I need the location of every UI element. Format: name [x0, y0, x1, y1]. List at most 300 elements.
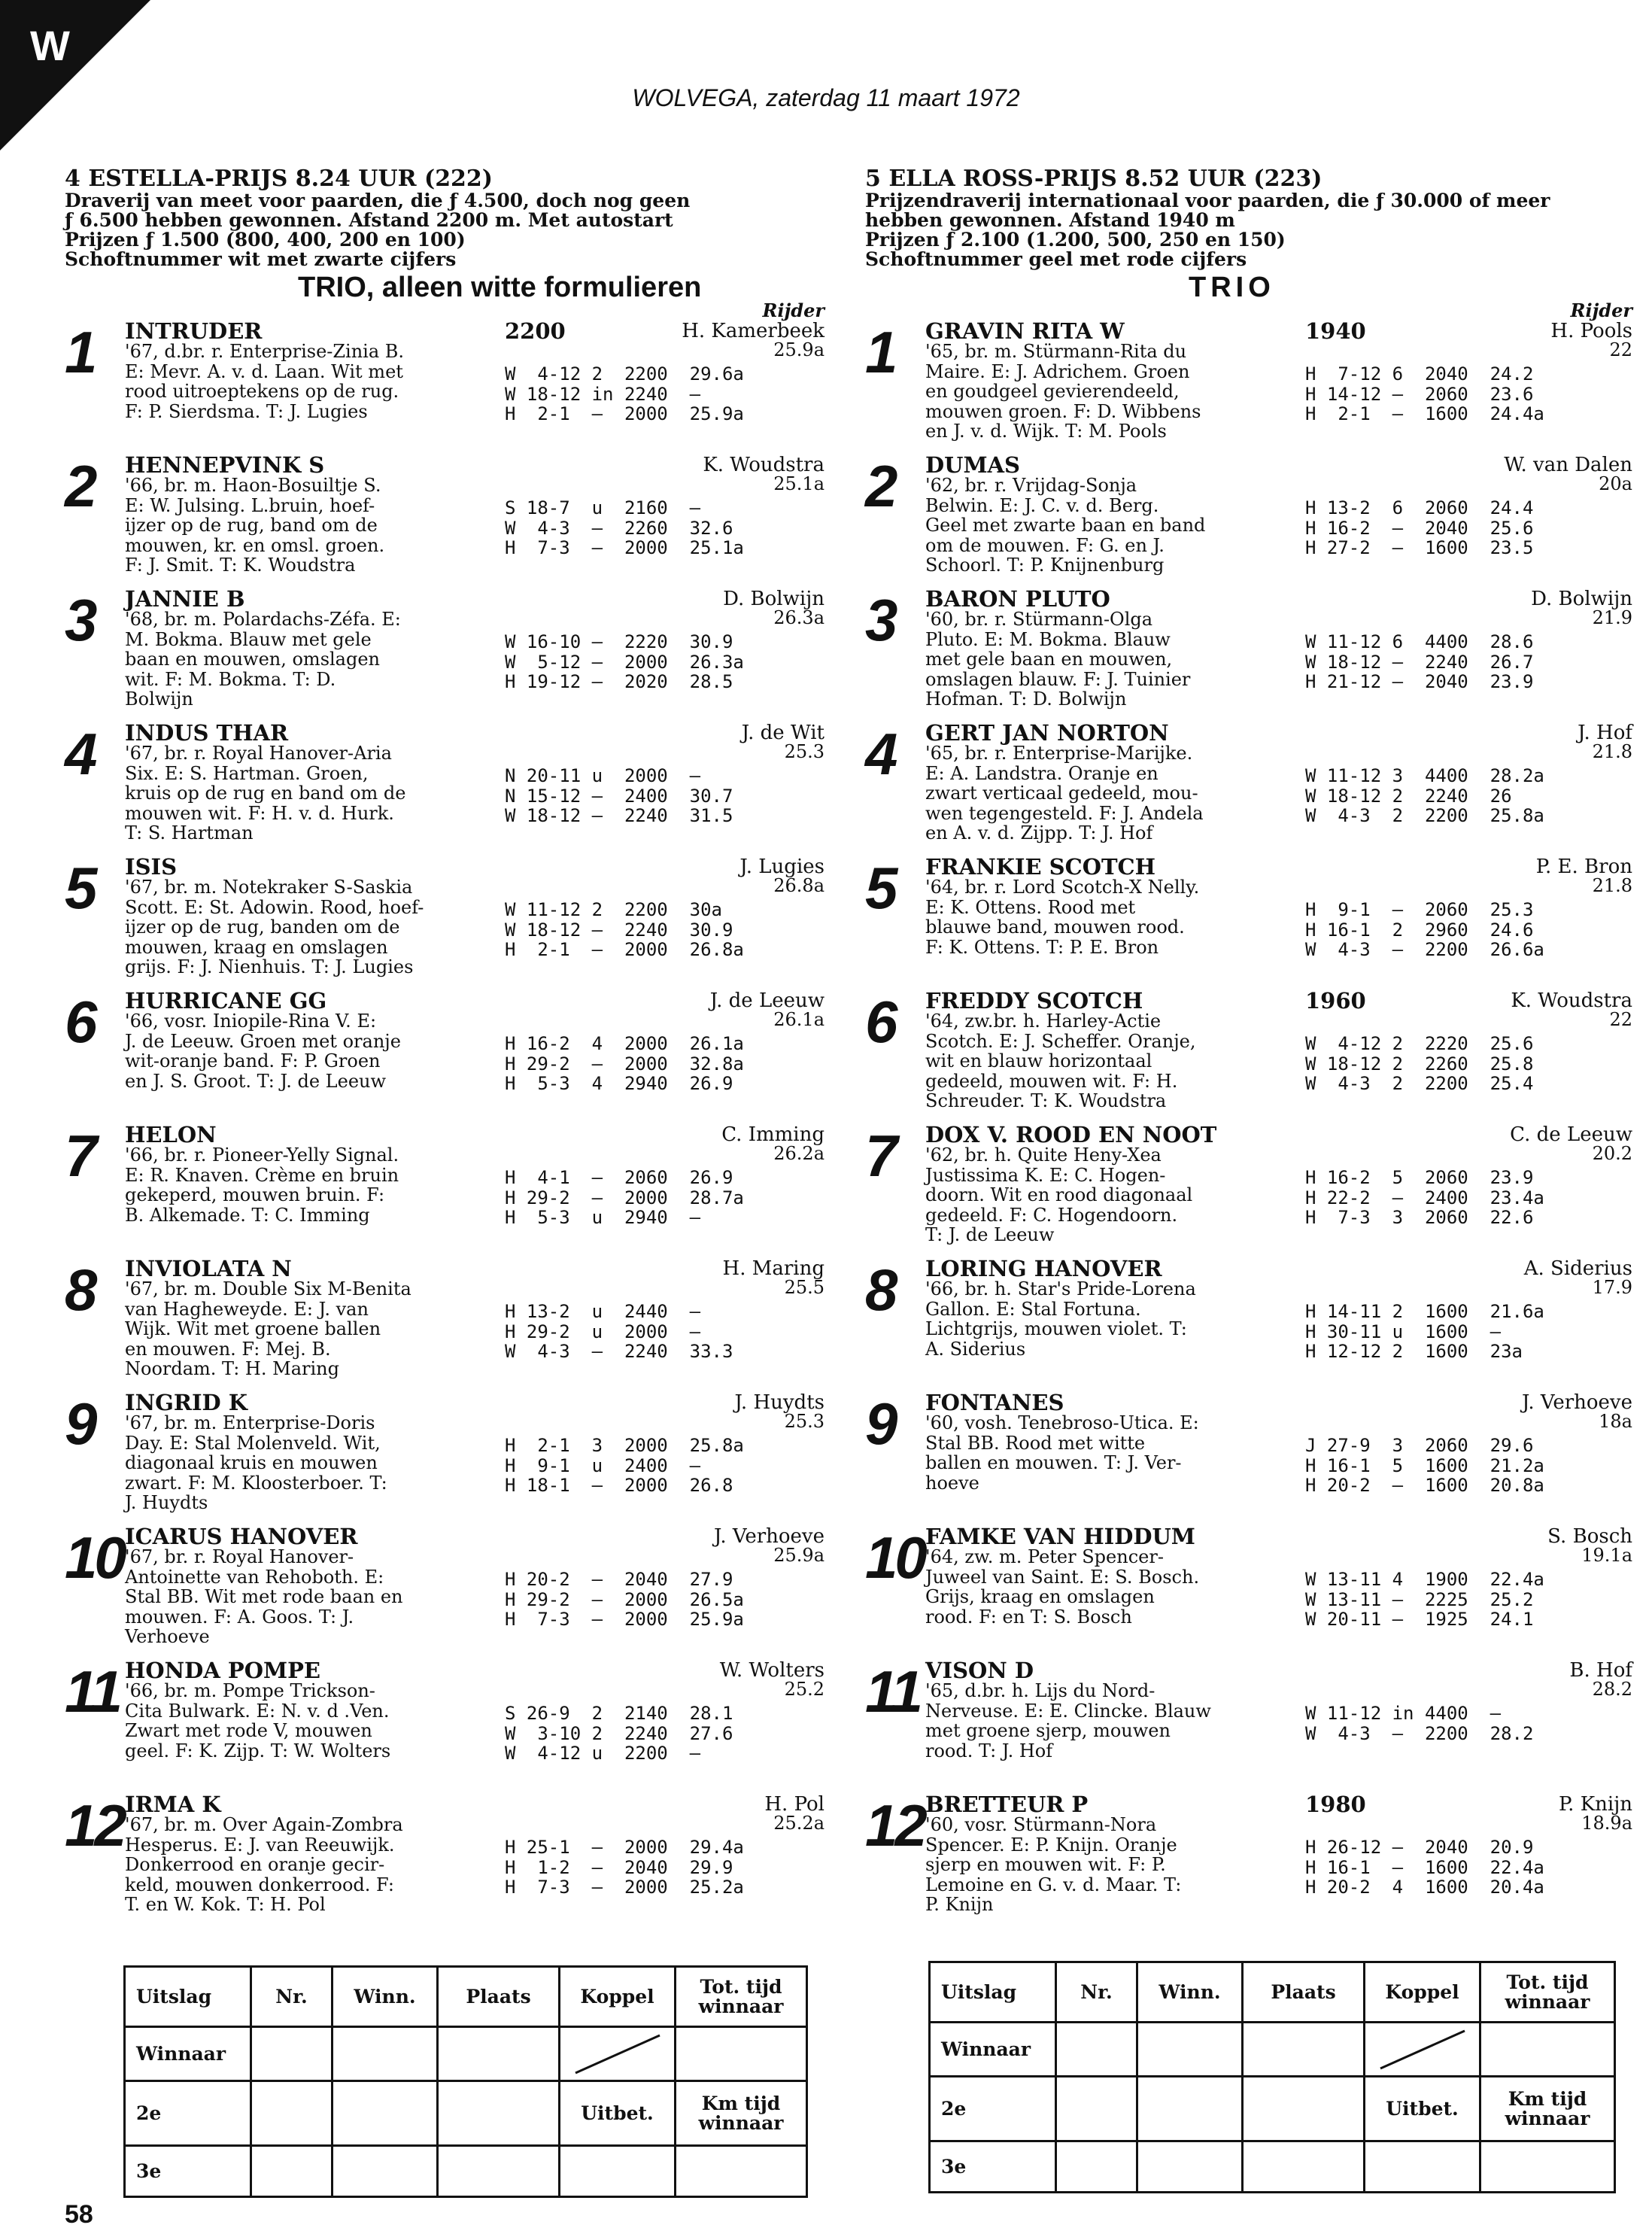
recent-results: [505, 1302, 733, 1362]
result-line: H 2-1 — 2000 25.9a: [505, 403, 744, 424]
result-line: W 18-12 — 2240 31.5: [505, 805, 733, 826]
result-line: W 4-12 2 2200 29.6a: [505, 363, 744, 384]
description-line: Belwin. E: J. C. v. d. Berg.: [925, 494, 1159, 516]
result-line: W 18-12 in 2240 —: [505, 383, 701, 405]
description-line: mouwen. F: A. Goos. T: J.: [125, 1606, 354, 1628]
recent-results: [505, 632, 744, 692]
horse-entry: [65, 721, 824, 855]
form-cell[interactable]: [438, 2027, 560, 2081]
horse-entry: [865, 1257, 1632, 1391]
result-line: H 16-1 — 1600 22.4a: [1305, 1856, 1544, 1878]
driver-name: H. Maring: [722, 1257, 824, 1280]
horse-name: VISON D: [925, 1658, 1034, 1683]
horse-name: INTRUDER: [125, 318, 263, 344]
result-line: H 7-3 — 2000 25.9a: [505, 1609, 744, 1630]
record-time: 22: [1609, 339, 1632, 360]
driver-name: J. Verhoeve: [1522, 1391, 1632, 1414]
description-line: T: J. de Leeuw: [925, 1224, 1055, 1245]
form-cell[interactable]: [1056, 2141, 1137, 2193]
description-line: Zwart met rode V, mouwen: [125, 1720, 372, 1741]
horse-entry: [65, 1123, 824, 1257]
description-line: en J. S. Groot. T: J. de Leeuw: [125, 1070, 387, 1092]
horse-name: BARON PLUTO: [925, 586, 1110, 612]
description-line: sjerp en mouwen wit. F: P.: [925, 1854, 1166, 1875]
winnaar-row-label: Winnaar: [125, 2027, 251, 2081]
description-line: wit-oranje band. F: P. Groen: [125, 1050, 381, 1071]
form-cell[interactable]: [1243, 2141, 1365, 2193]
horse-name: IRMA K: [125, 1792, 221, 1817]
result-form-right: [928, 1961, 1616, 2193]
form-cell[interactable]: [676, 2027, 807, 2081]
horse-entry: [865, 989, 1632, 1123]
description-line: mouwen wit. F: H. v. d. Hurk.: [125, 802, 394, 824]
result-line: S 18-7 u 2160 —: [505, 497, 701, 518]
description-line: '64, zw. m. Peter Spencer-: [925, 1546, 1164, 1567]
form-cell[interactable]: [676, 2146, 807, 2197]
result-line: H 1-2 — 2040 29.9: [505, 1856, 733, 1878]
result-line: W 11-12 2 2200 30a: [505, 899, 722, 920]
result-line: W 16-10 — 2220 30.9: [505, 631, 733, 652]
record-time: 18.9a: [1581, 1813, 1632, 1834]
horse-entry: [65, 1524, 824, 1658]
horse-entry: [65, 1257, 824, 1391]
horse-entry: [65, 453, 824, 587]
second-row-label: 2e: [930, 2077, 1056, 2141]
driver-name: A. Siderius: [1523, 1257, 1632, 1280]
form-cell[interactable]: [251, 2081, 333, 2146]
driver-name: J. Lugies: [739, 856, 824, 878]
description-line: F: K. Ottens. T: P. E. Bron: [925, 936, 1159, 958]
description-line: rood uitroeptekens op de rug.: [125, 381, 399, 402]
trio-heading: TRIO: [1189, 272, 1275, 303]
description-line: omslagen blauw. F: J. Tuinier: [925, 668, 1191, 690]
form-cell[interactable]: [560, 2146, 676, 2197]
form-cell[interactable]: [438, 2081, 560, 2146]
race-prize-line: Prijzen ƒ 2.100 (1.200, 500, 250 en 150): [865, 229, 1286, 251]
description-line: Schreuder. T: K. Woudstra: [925, 1090, 1167, 1111]
description-line: '67, d.br. r. Enterprise-Zinia B.: [125, 341, 405, 362]
start-number: 7: [865, 1123, 895, 1189]
start-number: 5: [865, 855, 895, 921]
horse-name: ISIS: [125, 854, 178, 880]
description-line: en goudgeel gevierendeeld,: [925, 381, 1180, 402]
description-line: rood. F: en T: S. Bosch: [925, 1606, 1132, 1628]
race-prize-line: Prijzen ƒ 1.500 (800, 400, 200 en 100): [65, 229, 466, 251]
description-line: rood. T: J. Hof: [925, 1740, 1053, 1761]
start-number: 1: [65, 319, 95, 385]
driver-name: C. Imming: [721, 1123, 824, 1146]
record-time: 25.2a: [773, 1813, 824, 1834]
form-cell[interactable]: [1137, 2141, 1243, 2193]
record-time: 26.2a: [773, 1143, 824, 1164]
horse-entry: [865, 1792, 1632, 1926]
start-number: 1: [865, 319, 895, 385]
uitbet-label: Uitbet.: [560, 2081, 676, 2146]
uitslag-header: Uitslag: [125, 1967, 251, 2027]
description-line: '60, br. r. Stürmann-Olga: [925, 609, 1153, 630]
description-line: Justissima K. E: C. Hogen-: [925, 1164, 1166, 1186]
description-line: E: R. Knaven. Crème en bruin: [125, 1164, 399, 1186]
form-cell[interactable]: [251, 2146, 333, 2197]
horse-description: [925, 1145, 1316, 1245]
form-cell[interactable]: [1056, 2023, 1137, 2077]
recent-results: [505, 1704, 733, 1764]
record-time: 26.3a: [773, 607, 824, 628]
driver-name: W. Wolters: [719, 1659, 824, 1682]
description-line: gekeperd, mouwen bruin. F:: [125, 1184, 385, 1205]
form-cell[interactable]: [251, 2027, 333, 2081]
result-line: W 4-3 — 2200 28.2: [1305, 1722, 1534, 1744]
description-line: E: K. Ottens. Rood met: [925, 896, 1136, 918]
recent-results: [505, 364, 744, 424]
description-line: '67, br. m. Notekraker S-Saskia: [125, 877, 413, 898]
description-line: '66, vosr. Iniopile-Rina V. E:: [125, 1011, 377, 1032]
result-line: H 16-2 5 2060 23.9: [1305, 1167, 1534, 1188]
description-line: ijzer op de rug, banden om de: [125, 916, 400, 938]
horse-name: FRANKIE SCOTCH: [925, 854, 1156, 880]
description-line: '64, br. r. Lord Scotch-X Nelly.: [925, 877, 1200, 898]
start-number: 4: [65, 721, 95, 787]
result-line: H 19-12 — 2020 28.5: [505, 671, 733, 692]
recent-results: [505, 1436, 744, 1496]
description-line: '65, br. m. Stürmann-Rita du: [925, 341, 1187, 362]
horse-name: FAMKE VAN HIDDUM: [925, 1524, 1195, 1549]
result-line: W 13-11 — 2225 25.2: [1305, 1588, 1534, 1610]
description-line: Spencer. E: P. Knijn. Oranje: [925, 1834, 1177, 1856]
start-distance: 2200: [505, 318, 566, 344]
description-line: Juweel van Saint. E: S. Bosch.: [925, 1566, 1200, 1588]
result-line: H 16-1 2 2960 24.6: [1305, 919, 1534, 941]
result-line: W 18-12 — 2240 26.7: [1305, 651, 1534, 673]
start-number: 8: [865, 1257, 895, 1323]
horse-name: HURRICANE GG: [125, 988, 327, 1014]
start-number: 11: [65, 1658, 120, 1725]
uitslag-header: Uitslag: [930, 1962, 1056, 2023]
horse-description: [925, 1815, 1316, 1915]
start-number: 10: [65, 1524, 124, 1591]
description-line: '66, br. m. Pompe Trickson-: [125, 1680, 375, 1701]
horse-description: [925, 743, 1316, 843]
result-line: W 3-10 2 2240 27.6: [505, 1722, 733, 1744]
driver-name: W. van Dalen: [1504, 454, 1632, 476]
description-line: en A. v. d. Zijpp. T: J. Hof: [925, 822, 1153, 843]
start-number: 3: [865, 587, 895, 653]
form-cell[interactable]: [1243, 2077, 1365, 2141]
recent-results: [1305, 1302, 1544, 1362]
start-distance: 1940: [1305, 318, 1366, 344]
start-number: 9: [65, 1391, 95, 1457]
record-time: 21.8: [1592, 741, 1632, 762]
horse-description: [125, 877, 516, 977]
winn-header: Winn.: [1137, 1962, 1243, 2023]
start-number: 11: [865, 1658, 920, 1725]
race-number-line: Schoftnummer wit met zwarte cijfers: [65, 248, 457, 270]
form-cell[interactable]: [333, 2081, 438, 2146]
result-line: W 11-12 3 4400 28.2a: [1305, 765, 1544, 786]
record-time: 18a: [1599, 1411, 1632, 1432]
form-cell[interactable]: [438, 2146, 560, 2197]
horse-entry: [65, 1658, 824, 1792]
description-line: en J. v. d. Wijk. T: M. Pools: [925, 421, 1167, 442]
race-condition-line: Prijzendraverij internationaal voor paarden, die ƒ 30.000 of meer: [865, 190, 1550, 211]
horse-name: INGRID K: [125, 1390, 247, 1415]
result-line: H 5-3 u 2940 —: [505, 1207, 701, 1228]
start-number: 12: [865, 1792, 925, 1859]
description-line: '60, vosr. Stürmann-Nora: [925, 1814, 1157, 1835]
form-cell[interactable]: [333, 2027, 438, 2081]
driver-name: J. Verhoeve: [714, 1525, 824, 1548]
driver-name: B. Hof: [1569, 1659, 1632, 1682]
description-line: ijzer op de rug, band om de: [125, 515, 378, 536]
driver-name: H. Kamerbeek: [682, 320, 824, 342]
koppel-header: Koppel: [560, 1967, 676, 2027]
driver-name: S. Bosch: [1547, 1525, 1632, 1548]
horse-entry: [865, 855, 1632, 989]
result-line: W 4-3 — 2240 33.3: [505, 1341, 733, 1362]
result-line: H 16-1 5 1600 21.2a: [1305, 1454, 1544, 1476]
description-line: Scott. E: St. Adowin. Rood, hoef-: [125, 896, 424, 918]
result-line: W 18-12 — 2240 30.9: [505, 919, 733, 941]
description-line: Bolwijn: [125, 688, 193, 710]
description-line: M. Bokma. Blauw met gele: [125, 628, 372, 650]
description-line: wit en blauw horizontaal: [925, 1050, 1152, 1071]
description-line: Scotch. E: J. Scheffer. Oranje,: [925, 1030, 1196, 1052]
description-line: '66, br. m. Haon-Bosuiltje S.: [125, 475, 381, 496]
description-line: geel. F: K. Zijp. T: W. Wolters: [125, 1740, 391, 1761]
start-number: 10: [865, 1524, 925, 1591]
koppel-header: Koppel: [1365, 1962, 1480, 2023]
result-line: H 29-2 — 2000 32.8a: [505, 1053, 744, 1074]
form-cell[interactable]: [333, 2146, 438, 2197]
result-line: W 4-3 2 2200 25.8a: [1305, 805, 1544, 826]
description-line: hoeve: [925, 1472, 979, 1494]
start-number: 6: [65, 989, 95, 1055]
driver-name: H. Pools: [1550, 320, 1632, 342]
start-number: 3: [65, 587, 95, 653]
description-line: keld, mouwen donkerrood. F:: [125, 1874, 394, 1895]
result-line: H 2-1 — 1600 24.4a: [1305, 403, 1544, 424]
race-4-column: [65, 167, 824, 1926]
horse-list: [65, 319, 824, 1926]
description-line: '67, br. m. Enterprise-Doris: [125, 1412, 375, 1433]
description-line: T. en W. Kok. T: H. Pol: [125, 1894, 326, 1915]
horse-entry: [865, 319, 1632, 453]
start-number: 2: [865, 453, 895, 519]
race-condition-line: ƒ 6.500 hebben gewonnen. Afstand 2200 m. Met autostart: [65, 209, 673, 231]
race-number-line: Schoftnummer geel met rode cijfers: [865, 248, 1247, 270]
description-line: Cita Bulwark. E: N. v. d .Ven.: [125, 1700, 390, 1722]
description-line: Day. E: Stal Molenveld. Wit,: [125, 1432, 381, 1454]
horse-name: DOX V. ROOD EN NOOT: [925, 1122, 1217, 1147]
result-line: H 13-2 6 2060 24.4: [1305, 497, 1534, 518]
record-time: 17.9: [1592, 1277, 1632, 1298]
result-line: W 4-3 — 2200 26.6a: [1305, 939, 1544, 960]
description-line: '62, br. h. Quite Heny-Xea: [925, 1144, 1162, 1166]
result-line: H 16-2 — 2040 25.6: [1305, 517, 1534, 539]
horse-name: HONDA POMPE: [125, 1658, 320, 1683]
recent-results: [1305, 1570, 1544, 1630]
race-title: 5 ELLA ROSS-PRIJS 8.52 UUR (223): [865, 166, 1323, 192]
result-line: W 4-12 2 2220 25.6: [1305, 1033, 1534, 1054]
description-line: Verhoeve: [125, 1626, 210, 1647]
start-number: 8: [65, 1257, 95, 1323]
driver-name: H. Pol: [764, 1793, 824, 1816]
horse-description: [925, 1011, 1316, 1111]
horse-entry: [65, 587, 824, 721]
result-line: W 4-3 2 2200 25.4: [1305, 1073, 1534, 1094]
result-line: H 7-12 6 2040 24.2: [1305, 363, 1534, 384]
driver-name: J. Hof: [1578, 722, 1632, 744]
race-condition-line: hebben gewonnen. Afstand 1940 m: [865, 209, 1235, 231]
record-time: 25.9a: [773, 1545, 824, 1566]
page-number: 58: [65, 2200, 93, 2229]
description-line: Gallon. E: Stal Fortuna.: [925, 1298, 1141, 1320]
horse-entry: [865, 453, 1632, 587]
description-line: J. Huydts: [125, 1492, 208, 1513]
recent-results: [1305, 1704, 1533, 1743]
start-distance: 1960: [1305, 988, 1366, 1014]
horse-list: [865, 319, 1632, 1926]
record-time: 21.8: [1592, 875, 1632, 896]
form-cell[interactable]: [1365, 2141, 1480, 2193]
form-cell[interactable]: [1056, 2077, 1137, 2141]
driver-name: J. Huydts: [734, 1391, 824, 1414]
result-line: H 25-1 — 2000 29.4a: [505, 1837, 744, 1858]
start-number: 5: [65, 855, 95, 921]
description-line: ballen en mouwen. T: J. Ver-: [925, 1452, 1182, 1473]
description-line: Stal BB. Wit met rode baan en: [125, 1586, 403, 1607]
horse-entry: [65, 1391, 824, 1524]
plaats-header: Plaats: [438, 1967, 560, 2027]
description-line: Six. E: S. Hartman. Groen,: [125, 762, 369, 784]
result-line: H 20-2 — 1600 20.8a: [1305, 1475, 1544, 1496]
slash-mark: [1365, 2023, 1480, 2076]
result-line: H 29-2 — 2000 26.5a: [505, 1588, 744, 1610]
record-time: 25.9a: [773, 339, 824, 360]
description-line: '64, zw.br. h. Harley-Actie: [925, 1011, 1162, 1032]
result-line: H 14-11 2 1600 21.6a: [1305, 1301, 1544, 1322]
recent-results: [1305, 1034, 1533, 1094]
result-line: W 5-12 — 2000 26.3a: [505, 651, 744, 673]
start-number: 12: [65, 1792, 124, 1859]
start-number: 7: [65, 1123, 95, 1189]
record-time: 21.9: [1592, 607, 1632, 628]
horse-entry: [65, 319, 824, 453]
second-row-label: 2e: [125, 2081, 251, 2146]
rijder-label: Rijder: [1570, 299, 1632, 321]
recent-results: [1305, 498, 1533, 558]
description-line: kruis op de rug en band om de: [125, 783, 406, 804]
horse-entry: [65, 989, 824, 1123]
record-time: 20a: [1599, 473, 1632, 494]
driver-name: K. Woudstra: [1511, 989, 1632, 1012]
horse-name: HENNEPVINK S: [125, 452, 325, 478]
result-line: W 18-12 2 2260 25.8: [1305, 1053, 1534, 1074]
record-time: 25.1a: [773, 473, 824, 494]
description-line: met gele baan en mouwen,: [925, 649, 1173, 670]
result-line: H 20-2 — 2040 27.9: [505, 1569, 733, 1590]
koppel-slash-cell: [560, 2027, 676, 2081]
description-line: F: P. Sierdsma. T: J. Lugies: [125, 400, 368, 422]
description-line: F: J. Smit. T: K. Woudstra: [125, 555, 356, 576]
form-cell[interactable]: [1243, 2023, 1365, 2077]
horse-description: [925, 609, 1316, 710]
uitbet-label: Uitbet.: [1365, 2077, 1480, 2141]
result-line: H 30-11 u 1600 —: [1305, 1321, 1502, 1342]
description-line: wen tegengesteld. F: J. Andela: [925, 802, 1204, 824]
record-time: 25.2: [784, 1679, 824, 1700]
result-line: H 9-1 u 2400 —: [505, 1454, 701, 1476]
description-line: '66, br. r. Pioneer-Yelly Signal.: [125, 1144, 399, 1166]
form-cell[interactable]: [1137, 2023, 1243, 2077]
result-line: H 7-3 3 2060 22.6: [1305, 1207, 1534, 1228]
result-line: H 27-2 — 1600 23.5: [1305, 537, 1534, 558]
horse-entry: [865, 1524, 1632, 1658]
horse-description: [925, 877, 1316, 957]
description-line: T: S. Hartman: [125, 822, 254, 843]
description-line: '60, vosh. Tenebroso-Utica. E:: [925, 1412, 1199, 1433]
result-line: H 9-1 — 2060 25.3: [1305, 899, 1534, 920]
horse-name: FREDDY SCOTCH: [925, 988, 1143, 1014]
horse-name: DUMAS: [925, 452, 1020, 478]
description-line: mouwen groen. F: D. Wibbens: [925, 400, 1201, 422]
recent-results: [1305, 1168, 1544, 1228]
description-line: zwart. F: M. Kloosterboer. T:: [125, 1472, 387, 1494]
description-line: Hesperus. E: J. van Reeuwijk.: [125, 1834, 395, 1856]
description-line: Pluto. E: M. Bokma. Blauw: [925, 628, 1171, 650]
race-condition-line: Draverij van meet voor paarden, die ƒ 4.500, doch nog geen: [65, 190, 691, 211]
trio-heading: TRIO, alleen witte formulieren: [298, 272, 702, 303]
description-line: baan en mouwen, omslagen: [125, 649, 381, 670]
description-line: '67, br. m. Over Again-Zombra: [125, 1814, 403, 1835]
form-cell[interactable]: [1480, 2141, 1615, 2193]
driver-name: K. Woudstra: [703, 454, 824, 476]
description-line: '67, br. m. Double Six M-Benita: [125, 1278, 411, 1299]
result-line: H 18-1 — 2000 26.8: [505, 1475, 733, 1496]
record-time: 28.2: [1592, 1679, 1632, 1700]
description-line: mouwen, kr. en omsl. groen.: [125, 534, 385, 556]
result-line: H 13-2 u 2440 —: [505, 1301, 701, 1322]
form-cell[interactable]: [1137, 2077, 1243, 2141]
result-line: W 11-12 6 4400 28.6: [1305, 631, 1534, 652]
slash-mark: [560, 2028, 675, 2081]
horse-name: INDUS THAR: [125, 720, 289, 746]
description-line: gedeeld, mouwen wit. F: H.: [925, 1070, 1178, 1092]
result-line: H 2-1 — 2000 26.8a: [505, 939, 744, 960]
horse-description: [125, 1681, 516, 1761]
horse-entry: [65, 855, 824, 989]
recent-results: [1305, 632, 1533, 692]
horse-description: [125, 342, 516, 421]
record-time: 25.3: [784, 741, 824, 762]
description-line: Wijk. Wit met groene ballen: [125, 1318, 381, 1339]
driver-name: J. de Leeuw: [709, 989, 824, 1012]
description-line: '65, d.br. h. Lijs du Nord-: [925, 1680, 1155, 1701]
result-line: H 16-2 4 2000 26.1a: [505, 1033, 744, 1054]
corner-tab: [0, 0, 150, 150]
description-line: grijs. F: J. Nienhuis. T: J. Lugies: [125, 956, 414, 977]
description-line: om de mouwen. F: G. en J.: [925, 534, 1165, 556]
result-line: H 5-3 4 2940 26.9: [505, 1073, 733, 1094]
result-line: H 4-1 — 2060 26.9: [505, 1167, 733, 1188]
horse-name: HELON: [125, 1122, 217, 1147]
description-line: Noordam. T: H. Maring: [125, 1358, 339, 1379]
start-distance: 1980: [1305, 1792, 1366, 1817]
form-cell[interactable]: [1480, 2023, 1615, 2077]
recent-results: [1305, 364, 1544, 424]
result-line: H 20-2 4 1600 20.4a: [1305, 1877, 1544, 1898]
record-time: 25.3: [784, 1411, 824, 1432]
